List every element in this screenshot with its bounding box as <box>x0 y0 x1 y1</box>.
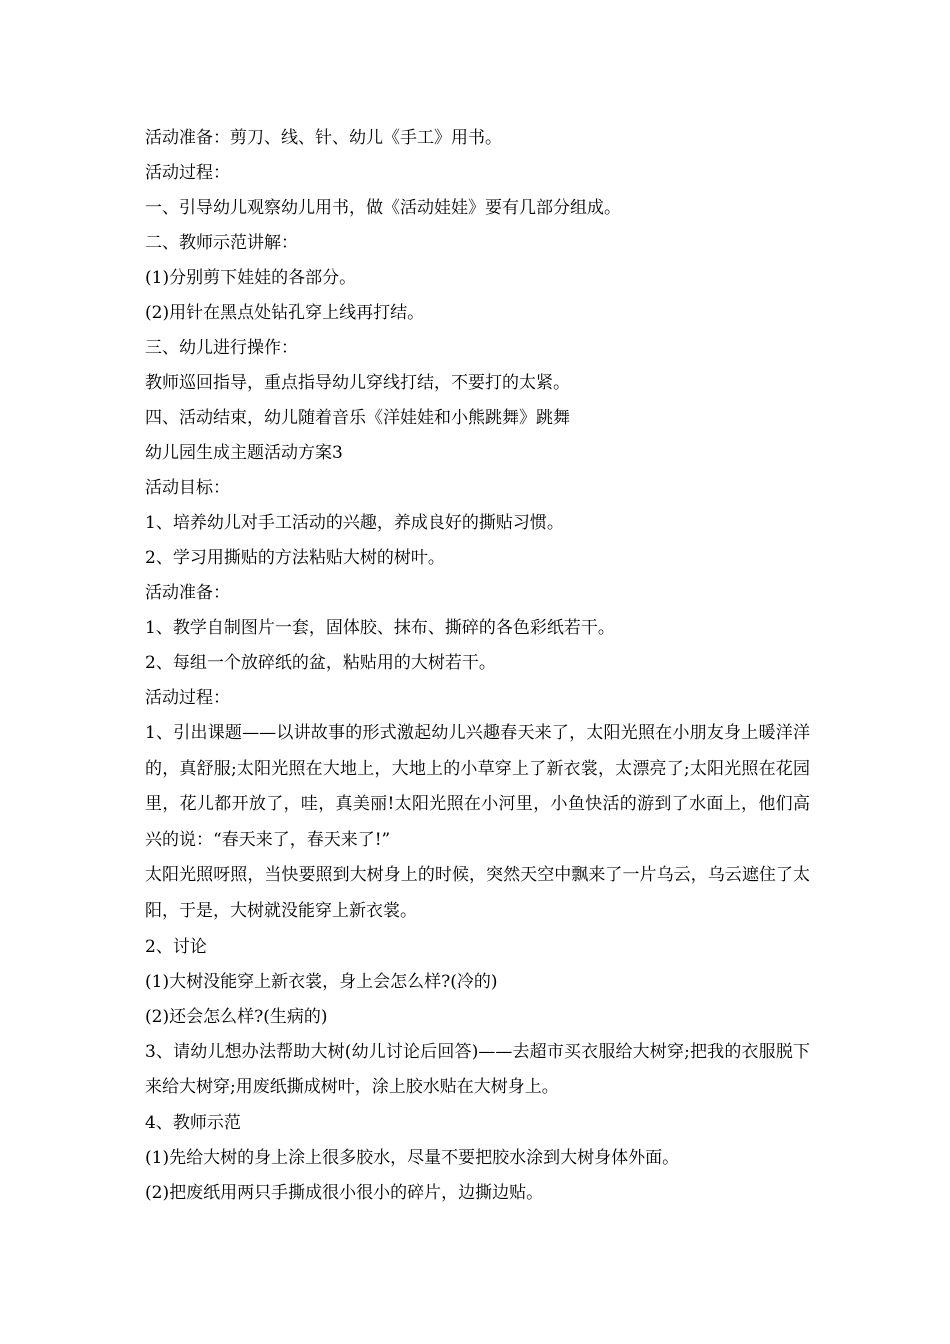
text-line: 4、教师示范 <box>145 1112 241 1133</box>
text-line: 2、讨论 <box>145 936 207 957</box>
text-line: 活动过程： <box>145 163 230 183</box>
text-line: 二、教师示范讲解： <box>145 233 298 253</box>
text-line: 教师巡回指导，重点指导幼儿穿线打结，不要打的太紧。 <box>145 373 570 393</box>
document-body <box>145 121 810 1211</box>
text-line: 四、活动结束，幼儿随着音乐《洋娃娃和小熊跳舞》跳舞 <box>145 408 570 428</box>
text-line: (1)大树没能穿上新衣裳，身上会怎么样?(冷的) <box>145 971 498 992</box>
section-title: 幼儿园生成主题活动方案3 <box>145 443 343 463</box>
text-line: 活动准备： <box>145 583 230 603</box>
text-line: (2)用针在黑点处钻孔穿上线再打结。 <box>145 303 425 323</box>
text-line: (2)还会怎么样?(生病的) <box>145 1006 328 1027</box>
text-line: 一、引导幼儿观察幼儿用书，做《活动娃娃》要有几部分组成。 <box>145 198 621 218</box>
text-paragraph: 1、引出课题——以讲故事的形式激起幼儿兴趣春天来了，太阳光照在小朋友身上暖洋洋的，真舒服;太阳光照在大地上，大地上的小草穿上了新衣裳，太漂亮了;太阳光照在花园里，花儿都开放了，哇，真美丽!太阳光照在小河里，小鱼快活的游到了水面上，他们高兴的说：“春天来了，春天来了!” <box>145 723 810 850</box>
text-line: 活动过程： <box>145 688 230 708</box>
text-paragraph: 太阳光照呀照，当快要照到大树身上的时候，突然天空中飘来了一片乌云，乌云遮住了太阳，于是，大树就没能穿上新衣裳。 <box>145 865 810 921</box>
text-paragraph: 3、请幼儿想办法帮助大树(幼儿讨论后回答)——去超市买衣服给大树穿;把我的衣服脱下来给大树穿;用废纸撕成树叶，涂上胶水贴在大树身上。 <box>145 1041 810 1098</box>
text-line: 1、教学自制图片一套，固体胶、抹布、撕碎的各色彩纸若干。 <box>145 618 615 638</box>
text-line: 1、培养幼儿对手工活动的兴趣，养成良好的撕贴习惯。 <box>145 513 564 533</box>
text-line: 2、每组一个放碎纸的盆，粘贴用的大树若干。 <box>145 653 496 673</box>
text-line: (1)分别剪下娃娃的各部分。 <box>145 268 357 288</box>
text-line: (1)先给大树的身上涂上很多胶水，尽量不要把胶水涂到大树身体外面。 <box>145 1147 680 1168</box>
text-line: 三、幼儿进行操作： <box>145 338 298 358</box>
text-line: (2)把废纸用两只手撕成很小很小的碎片，边撕边贴。 <box>145 1182 544 1203</box>
text-line: 2、学习用撕贴的方法粘贴大树的树叶。 <box>145 548 445 568</box>
text-line: 活动准备：剪刀、线、针、幼儿《手工》用书。 <box>145 128 502 148</box>
text-line: 活动目标： <box>145 478 230 498</box>
